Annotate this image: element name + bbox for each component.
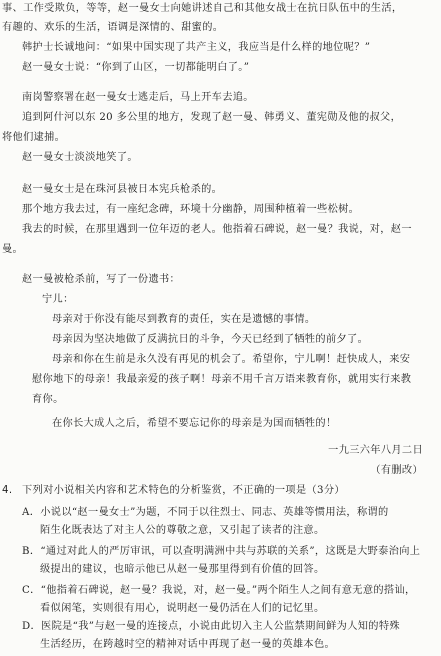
answer-option: C．“他指着石碑说，赵一曼？我说，对，赵一曼。”两个陌生人之间有意无意的搭讪， bbox=[22, 585, 416, 596]
question-prompt: 下列对小说相关内容和艺术特色的分析鉴赏，不正确的一项是（3分） bbox=[22, 485, 345, 496]
letter-intro: 赵一曼被枪杀前，写了一份遗书： bbox=[22, 274, 181, 285]
text-line: 那个地方我去过，有一座纪念碑，环境十分幽静，周围种植着一些松树。 bbox=[22, 204, 360, 215]
answer-option: D．医院是“我”与赵一曼的连接点，小说由此切入主人公监禁期间鲜为人知的特殊 bbox=[22, 621, 400, 632]
text-line: 韩护士长诚地问：“如果中国实现了共产主义，我应当是什么样的地位呢？” bbox=[22, 42, 371, 53]
letter-salutation: 宁儿： bbox=[42, 294, 74, 305]
text-line: 有趣的、欢乐的生活，语调是深情的、甜蜜的。 bbox=[2, 22, 224, 33]
letter-date: 一九三六年八月二日 bbox=[328, 445, 423, 456]
text-line: 事、工作受欺负，等等，赵一曼女士向她讲述自己和其他女战士在抗日队伍中的生活， bbox=[2, 3, 403, 14]
answer-option-cont: 级提出的建议，也暗示他已从赵一曼那里得到有价值的回答。 bbox=[40, 564, 325, 575]
letter-line: 慰你地下的母亲！我最亲爱的孩子啊！母亲不用千言万语来教育你，就用实行来教 bbox=[32, 374, 412, 385]
letter-line: 育你。 bbox=[32, 394, 64, 405]
text-line: 追到阿什河以东 20 多公里的地方，发现了赵一曼、韩勇义、董宪勋及他的叔父， bbox=[22, 112, 402, 123]
text-line: 赵一曼女士淡淡地笑了。 bbox=[22, 152, 138, 163]
text-line: 曼。 bbox=[2, 244, 24, 255]
letter-line: 母亲和你在生前是永久没有再见的机会了。希望你，宁儿啊！赶快成人，来安 bbox=[52, 354, 411, 365]
answer-option-cont: 生活经历，在跨越时空的精神对话中再现了赵一曼的英雄本色。 bbox=[40, 639, 336, 650]
letter-line: 在你长大成人之后，希望不要忘记你的母亲是为国而牺牲的！ bbox=[52, 418, 337, 429]
text-line: 我去的时候，在那里遇到一位年迈的老人。他指着石碑说，赵一曼？我说，对，赵一 bbox=[22, 224, 412, 235]
answer-option-cont: 看似闲笔，实则很有用心，说明赵一曼仍活在人们的记忆里。 bbox=[40, 603, 325, 614]
letter-line: 母亲对于你没有能尽到教育的责任，实在是遗憾的事情。 bbox=[52, 314, 316, 325]
answer-option: A．小说以“赵一曼女士”为题，不同于以往烈士、同志、英雄等惯用法，称谓的 bbox=[22, 507, 389, 518]
answer-option-cont: 陌生化既表达了对主人公的尊敬之意，又引起了读者的注意。 bbox=[40, 525, 325, 536]
text-line: 将他们逮捕。 bbox=[2, 132, 66, 143]
answer-option: B．“通过对此人的严厉审讯，可以查明满洲中共与苏联的关系”，这既是大野泰治向上 bbox=[22, 546, 421, 557]
revision-note: （有删改） bbox=[370, 465, 423, 476]
letter-line: 母亲因为坚决地做了反满抗日的斗争，今天已经到了牺牲的前夕了。 bbox=[52, 334, 369, 345]
text-line: 赵一曼女士是在珠河县被日本宪兵枪杀的。 bbox=[22, 184, 223, 195]
text-line: 南岗警察署在赵一曼女士逃走后，马上开车去追。 bbox=[22, 92, 254, 103]
text-line: 赵一曼女士说：“你到了山区，一切都能明白了。” bbox=[22, 62, 250, 73]
question-number: 4. bbox=[2, 485, 13, 496]
